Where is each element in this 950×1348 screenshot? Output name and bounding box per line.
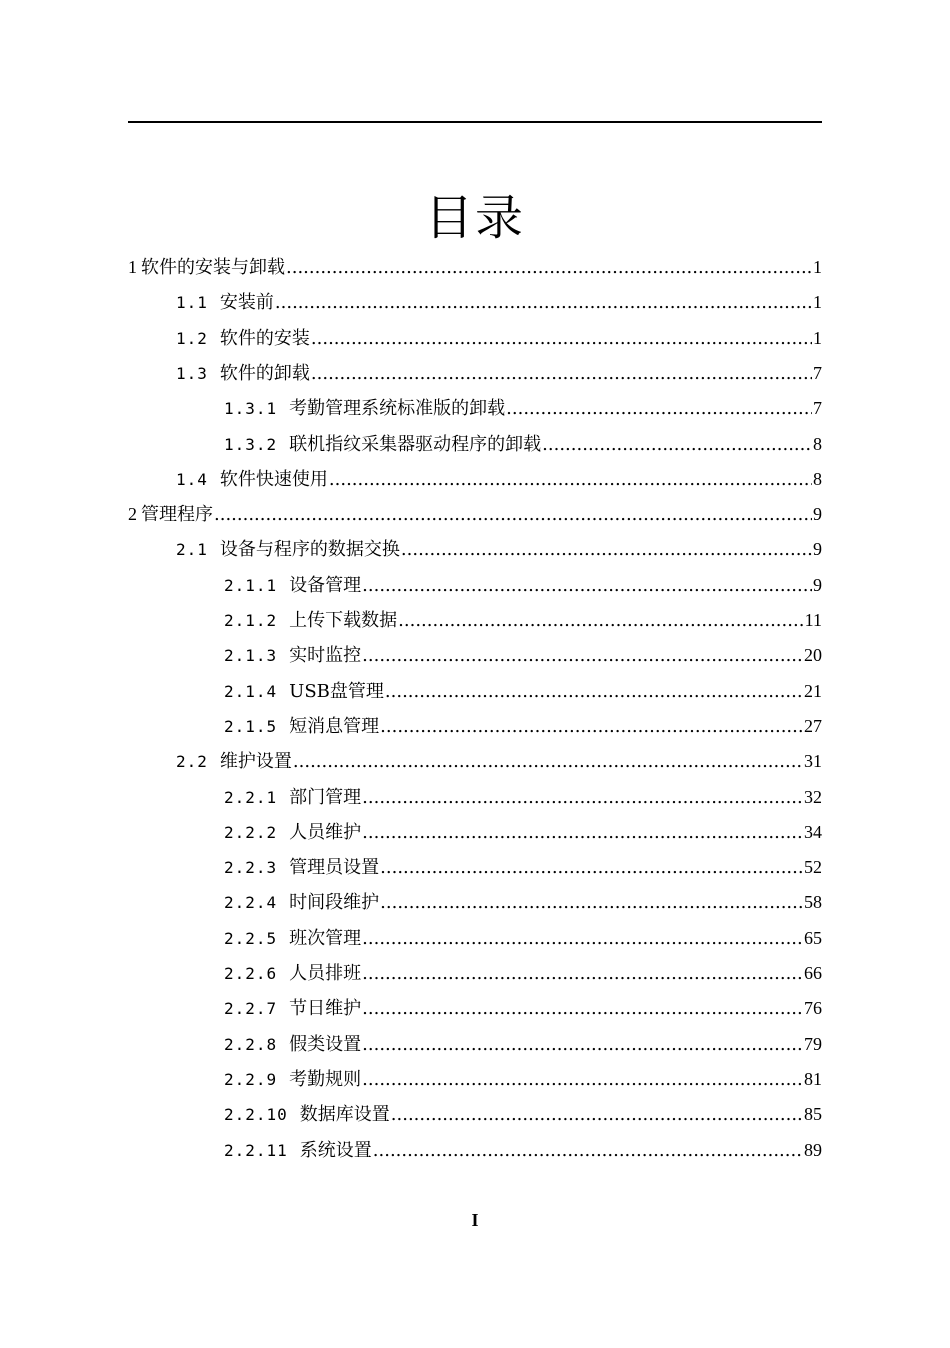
toc-entry-number: 2.2.9 <box>224 1069 278 1089</box>
toc-dot-leader <box>373 1136 803 1166</box>
toc-dot-leader <box>391 1100 803 1130</box>
toc-dot-leader <box>362 1065 803 1095</box>
toc-entry-title: 节日维护 <box>289 998 362 1020</box>
toc-entry-number: 2 <box>128 504 137 525</box>
toc-entry[interactable] <box>224 887 822 917</box>
toc-entry-page: 58 <box>804 892 822 913</box>
toc-entry-page: 1 <box>813 292 822 313</box>
toc-entry-page: 9 <box>813 574 822 595</box>
toc-entry[interactable] <box>224 993 822 1023</box>
toc-title: 目录 <box>424 190 525 246</box>
toc-entry-page: 79 <box>804 1033 822 1054</box>
toc-entry[interactable] <box>224 429 822 459</box>
toc-entry-number: 2.2.8 <box>224 1034 278 1054</box>
toc-entry[interactable] <box>224 676 822 706</box>
toc-entry[interactable] <box>224 711 822 741</box>
toc-dot-leader <box>385 677 803 707</box>
header-rule <box>128 121 822 123</box>
toc-entry[interactable] <box>176 534 822 564</box>
toc-entry[interactable] <box>128 499 822 529</box>
toc-entry-number: 1.1 <box>176 293 208 313</box>
toc-entry[interactable] <box>176 287 822 317</box>
toc-entry-title: 联机指纹采集器驱动程序的卸载 <box>289 433 542 455</box>
toc-entry-number: 2.2.1 <box>224 787 278 807</box>
toc-entry-number: 2.1.1 <box>224 575 278 595</box>
toc-entry-number: 1.3 <box>176 363 208 383</box>
toc-entry-title: 部门管理 <box>289 786 362 808</box>
toc-entry-number: 2.2.10 <box>224 1105 288 1125</box>
toc-entry-page: 76 <box>804 998 822 1019</box>
toc-entry[interactable] <box>224 393 822 423</box>
toc-entry-number: 2.2.11 <box>224 1140 288 1160</box>
toc-dot-leader <box>329 465 812 495</box>
toc-entry-page: 89 <box>804 1139 822 1160</box>
toc-entry-number: 2.1.2 <box>224 611 278 630</box>
toc-entry-page: 9 <box>813 539 822 560</box>
toc-entry-number: 2.2 <box>176 752 208 772</box>
toc-entry[interactable] <box>224 1064 822 1094</box>
toc-dot-leader <box>542 430 812 460</box>
toc-entry-number: 2.2.3 <box>224 858 278 878</box>
toc-entry[interactable] <box>176 746 822 776</box>
toc-dot-leader <box>275 288 812 318</box>
toc-dot-leader <box>362 994 803 1024</box>
toc-entry-number: 1.4 <box>176 469 208 489</box>
toc-dot-leader <box>362 818 803 848</box>
toc-entry-title: 软件的安装 <box>219 327 310 349</box>
toc-dot-leader <box>362 924 803 954</box>
toc-entry-title: 人员维护 <box>289 821 362 843</box>
toc-entry-page: 7 <box>813 398 822 419</box>
toc-dot-leader <box>380 888 803 918</box>
toc-entry[interactable] <box>224 570 822 600</box>
toc-entry[interactable] <box>224 1029 822 1059</box>
toc-entry-title: 管理程序 <box>141 504 213 526</box>
toc-dot-leader <box>362 783 803 813</box>
toc-entry[interactable] <box>224 817 822 847</box>
toc-entry-page: 32 <box>804 786 822 807</box>
toc-entry-title: 设备与程序的数据交换 <box>219 539 400 561</box>
toc-dot-leader <box>362 1030 803 1060</box>
toc-entry-number: 1.2 <box>176 328 208 348</box>
toc-entry-page: 31 <box>804 751 822 772</box>
toc-entry-page: 85 <box>804 1104 822 1125</box>
toc-entry[interactable] <box>176 358 822 388</box>
toc-entry-page: 20 <box>804 645 822 666</box>
toc-entry-page: 11 <box>804 610 822 630</box>
toc-entry-title: 人员排班 <box>289 963 362 984</box>
toc-dot-leader <box>214 500 812 530</box>
toc-entry[interactable] <box>224 640 822 670</box>
toc-entry-number: 1.3.1 <box>224 399 278 419</box>
toc-dot-leader <box>401 535 812 565</box>
toc-entry-title: 考勤规则 <box>289 1068 362 1090</box>
toc-entry-number: 2.1.3 <box>224 646 278 666</box>
toc-dot-leader <box>311 359 812 389</box>
toc-entry-page: 27 <box>804 715 822 736</box>
toc-dot-leader <box>311 324 812 354</box>
toc-entry-title: 软件的安装与卸载 <box>141 257 285 278</box>
toc-dot-leader <box>362 571 812 601</box>
toc-entry[interactable] <box>128 252 822 282</box>
toc-entry-page: 1 <box>813 327 822 348</box>
toc-entry-title: 实时监控 <box>289 645 362 667</box>
toc-entry-title: 假类设置 <box>289 1033 362 1055</box>
toc-entry-title: 系统设置 <box>299 1139 372 1161</box>
toc-entry-page: 1 <box>813 257 822 277</box>
toc-dot-leader <box>286 253 812 283</box>
toc-entry-title: 设备管理 <box>289 574 362 596</box>
toc-entry[interactable] <box>224 605 822 635</box>
toc-entry-title: 上传下载数据 <box>289 610 398 631</box>
toc-entry-number: 2.2.2 <box>224 822 278 842</box>
toc-entry-page: 9 <box>813 504 822 525</box>
toc-entry-page: 34 <box>804 821 822 842</box>
toc-dot-leader <box>362 641 803 671</box>
toc-entry-page: 52 <box>804 857 822 878</box>
toc-entry-page: 21 <box>804 680 822 701</box>
toc-entry-page: 7 <box>813 362 822 383</box>
toc-entry-number: 1 <box>128 257 137 277</box>
toc-entry-title: 班次管理 <box>289 927 362 949</box>
toc-dot-leader <box>380 712 803 742</box>
toc-entry-page: 66 <box>804 963 822 983</box>
toc-entry[interactable] <box>224 958 822 988</box>
toc-entry-number: 2.2.7 <box>224 999 278 1019</box>
toc-entry-page: 65 <box>804 927 822 948</box>
toc-entry-title: USB盘管理 <box>289 680 384 702</box>
toc-entry-title: 管理员设置 <box>289 857 380 879</box>
toc-entry-number: 1.3.2 <box>224 434 278 454</box>
toc-entry-title: 短消息管理 <box>289 715 380 737</box>
toc-entry[interactable] <box>224 1135 822 1165</box>
toc-entry-title: 软件的卸载 <box>219 362 310 384</box>
toc-entry[interactable] <box>176 323 822 353</box>
toc-entry-title: 软件快速使用 <box>219 468 328 490</box>
toc-entry-number: 2.2.6 <box>224 964 278 983</box>
toc-entry-page: 8 <box>813 468 822 489</box>
toc-entry[interactable] <box>224 852 822 882</box>
toc-entry-number: 2.2.5 <box>224 928 278 948</box>
toc-entry-page: 81 <box>804 1068 822 1089</box>
toc-entry[interactable] <box>224 1099 822 1129</box>
toc-entry[interactable] <box>176 464 822 494</box>
toc-entry-title: 考勤管理系统标准版的卸载 <box>289 398 506 420</box>
toc-dot-leader <box>293 747 803 777</box>
toc-dot-leader <box>362 959 803 989</box>
toc-entry-number: 2.2.4 <box>224 893 278 913</box>
toc-entry-title: 安装前 <box>219 292 274 314</box>
toc-entry-number: 2.1.4 <box>224 681 278 701</box>
toc-dot-leader <box>506 394 812 424</box>
toc-entry-title: 数据库设置 <box>299 1104 390 1126</box>
toc-entry[interactable] <box>224 782 822 812</box>
toc-dot-leader <box>398 606 803 636</box>
toc-dot-leader <box>380 853 803 883</box>
toc-entry-number: 2.1.5 <box>224 716 278 736</box>
toc-entry-title: 维护设置 <box>219 751 292 773</box>
toc-entry-title: 时间段维护 <box>289 892 380 914</box>
toc-entry-number: 2.1 <box>176 540 208 560</box>
page-number: I <box>471 1210 479 1230</box>
toc-entry[interactable] <box>224 923 822 953</box>
toc-entry-page: 8 <box>813 433 822 454</box>
